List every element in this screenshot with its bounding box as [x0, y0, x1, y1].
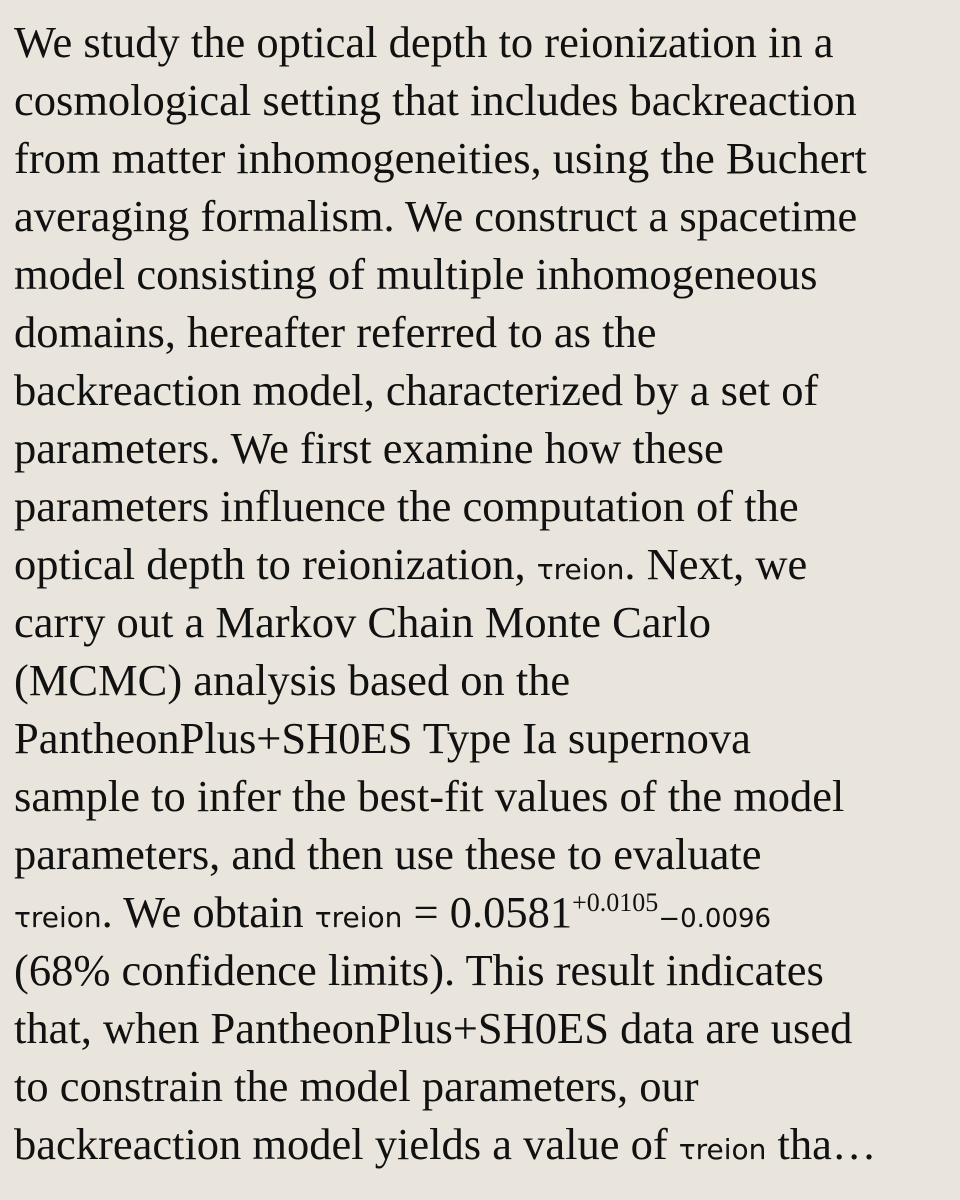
result-value: = 0.0581 — [402, 887, 573, 937]
tau-reion-symbol: τreion — [678, 1133, 767, 1166]
abstract-line: domains, hereafter referred to as the — [14, 307, 657, 357]
abstract-line: backreaction model, characterized by a set of — [14, 365, 819, 415]
abstract-line — [14, 1115, 949, 1173]
line-text: backreaction model yields a value of — [14, 1119, 679, 1169]
abstract-line — [14, 883, 949, 941]
abstract-line: sample to infer the best-fit values of the model — [14, 771, 845, 821]
abstract-text — [14, 13, 949, 1173]
tau-reion-symbol: τreion — [14, 901, 102, 934]
abstract-line: (68% confidence limits). This result indicates — [14, 945, 824, 995]
abstract-line: carry out a Markov Chain Monte Carlo — [14, 597, 711, 647]
line-text: . Next, we — [624, 539, 808, 589]
abstract-line: PantheonPlus+SH0ES Type Ia supernova — [14, 713, 751, 763]
abstract-line: that, when PantheonPlus+SH0ES data are used — [14, 1003, 853, 1053]
abstract-line: from matter inhomogeneities, using the Buchert — [14, 133, 867, 183]
abstract-line: averaging formalism. We construct a spacetime — [14, 191, 858, 241]
abstract-line: (MCMC) analysis based on the — [14, 655, 571, 705]
line-text: optical depth to reionization, — [14, 539, 537, 589]
upper-error: +0.0105 — [572, 888, 659, 917]
abstract-line: parameters influence the computation of the — [14, 481, 799, 531]
abstract-line: cosmological setting that includes backreaction — [14, 75, 857, 125]
lower-error: −0.0096 — [658, 904, 772, 934]
abstract-line: to constrain the model parameters, our — [14, 1061, 699, 1111]
abstract-line: model consisting of multiple inhomogeneous — [14, 249, 818, 299]
tau-reion-symbol: τreion — [536, 553, 625, 586]
abstract-line: parameters, and then use these to evaluate — [14, 829, 762, 879]
abstract-line: parameters. We first examine how these — [14, 423, 724, 473]
abstract-line — [14, 535, 949, 593]
line-text: . We obtain — [101, 887, 315, 937]
abstract-line: We study the optical depth to reionization in a — [14, 17, 834, 67]
line-text: tha… — [766, 1119, 877, 1169]
tau-reion-symbol: τreion — [314, 901, 403, 934]
